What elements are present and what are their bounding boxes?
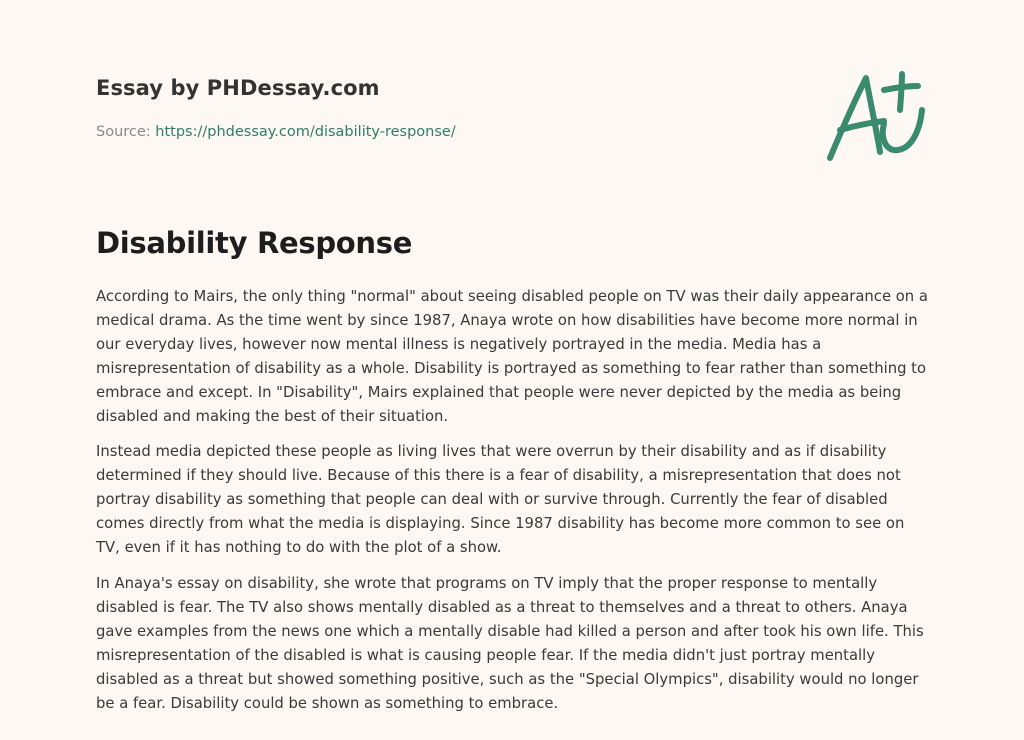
a-plus-grade-icon xyxy=(822,66,932,166)
source-line xyxy=(96,124,456,140)
article-title: Disability Response xyxy=(96,226,413,260)
article-paragraph: In Anaya's essay on disability, she wrote that programs on TV imply that the proper response to mentally disabled is fear. The TV also shows mentally disabled as a threat to themselves and a threat to others. Anaya gave examples from the news one which a mentally disable had killed a person and after took his own life. This misrepresentation of the disabled is what is causing people fear. If the media didn't just portray mentally disabled as a threat but showed something positive, such as the "Special Olympics", disability would no longer be a fear. Disability could be shown as something to embrace. xyxy=(96,574,924,712)
article-paragraph: According to Mairs, the only thing "normal" about seeing disabled people on TV was their daily appearance on a medical drama. As the time went by since 1987, Anaya wrote on how disabilities have become more normal in our everyday lives, however now mental illness is negatively portrayed in the media. Media has a misrepresentation of disability as a whole. Disability is portrayed as something to fear rather than something to embrace and except. In "Disability", Mairs explained that people were never depicted by the media as being disabled and making the best of their situation. xyxy=(96,288,928,425)
article-paragraph: Instead media depicted these people as living lives that were overrun by their disability and as if disability determined if they should live. Because of this there is a fear of disability, a misrepresentation that does not portray disability as something that people can deal with or survive through. Currently the fear of disabled comes directly from what the media is displaying. Since 1987 disability has become more common to see on TV, even if it has nothing to do with the plot of a show. xyxy=(96,443,905,557)
site-brand: Essay by PHDessay.com xyxy=(96,76,380,100)
article-body xyxy=(96,285,930,727)
source-label: Source: xyxy=(96,124,151,140)
source-link[interactable]: https://phdessay.com/disability-response/ xyxy=(155,124,456,140)
